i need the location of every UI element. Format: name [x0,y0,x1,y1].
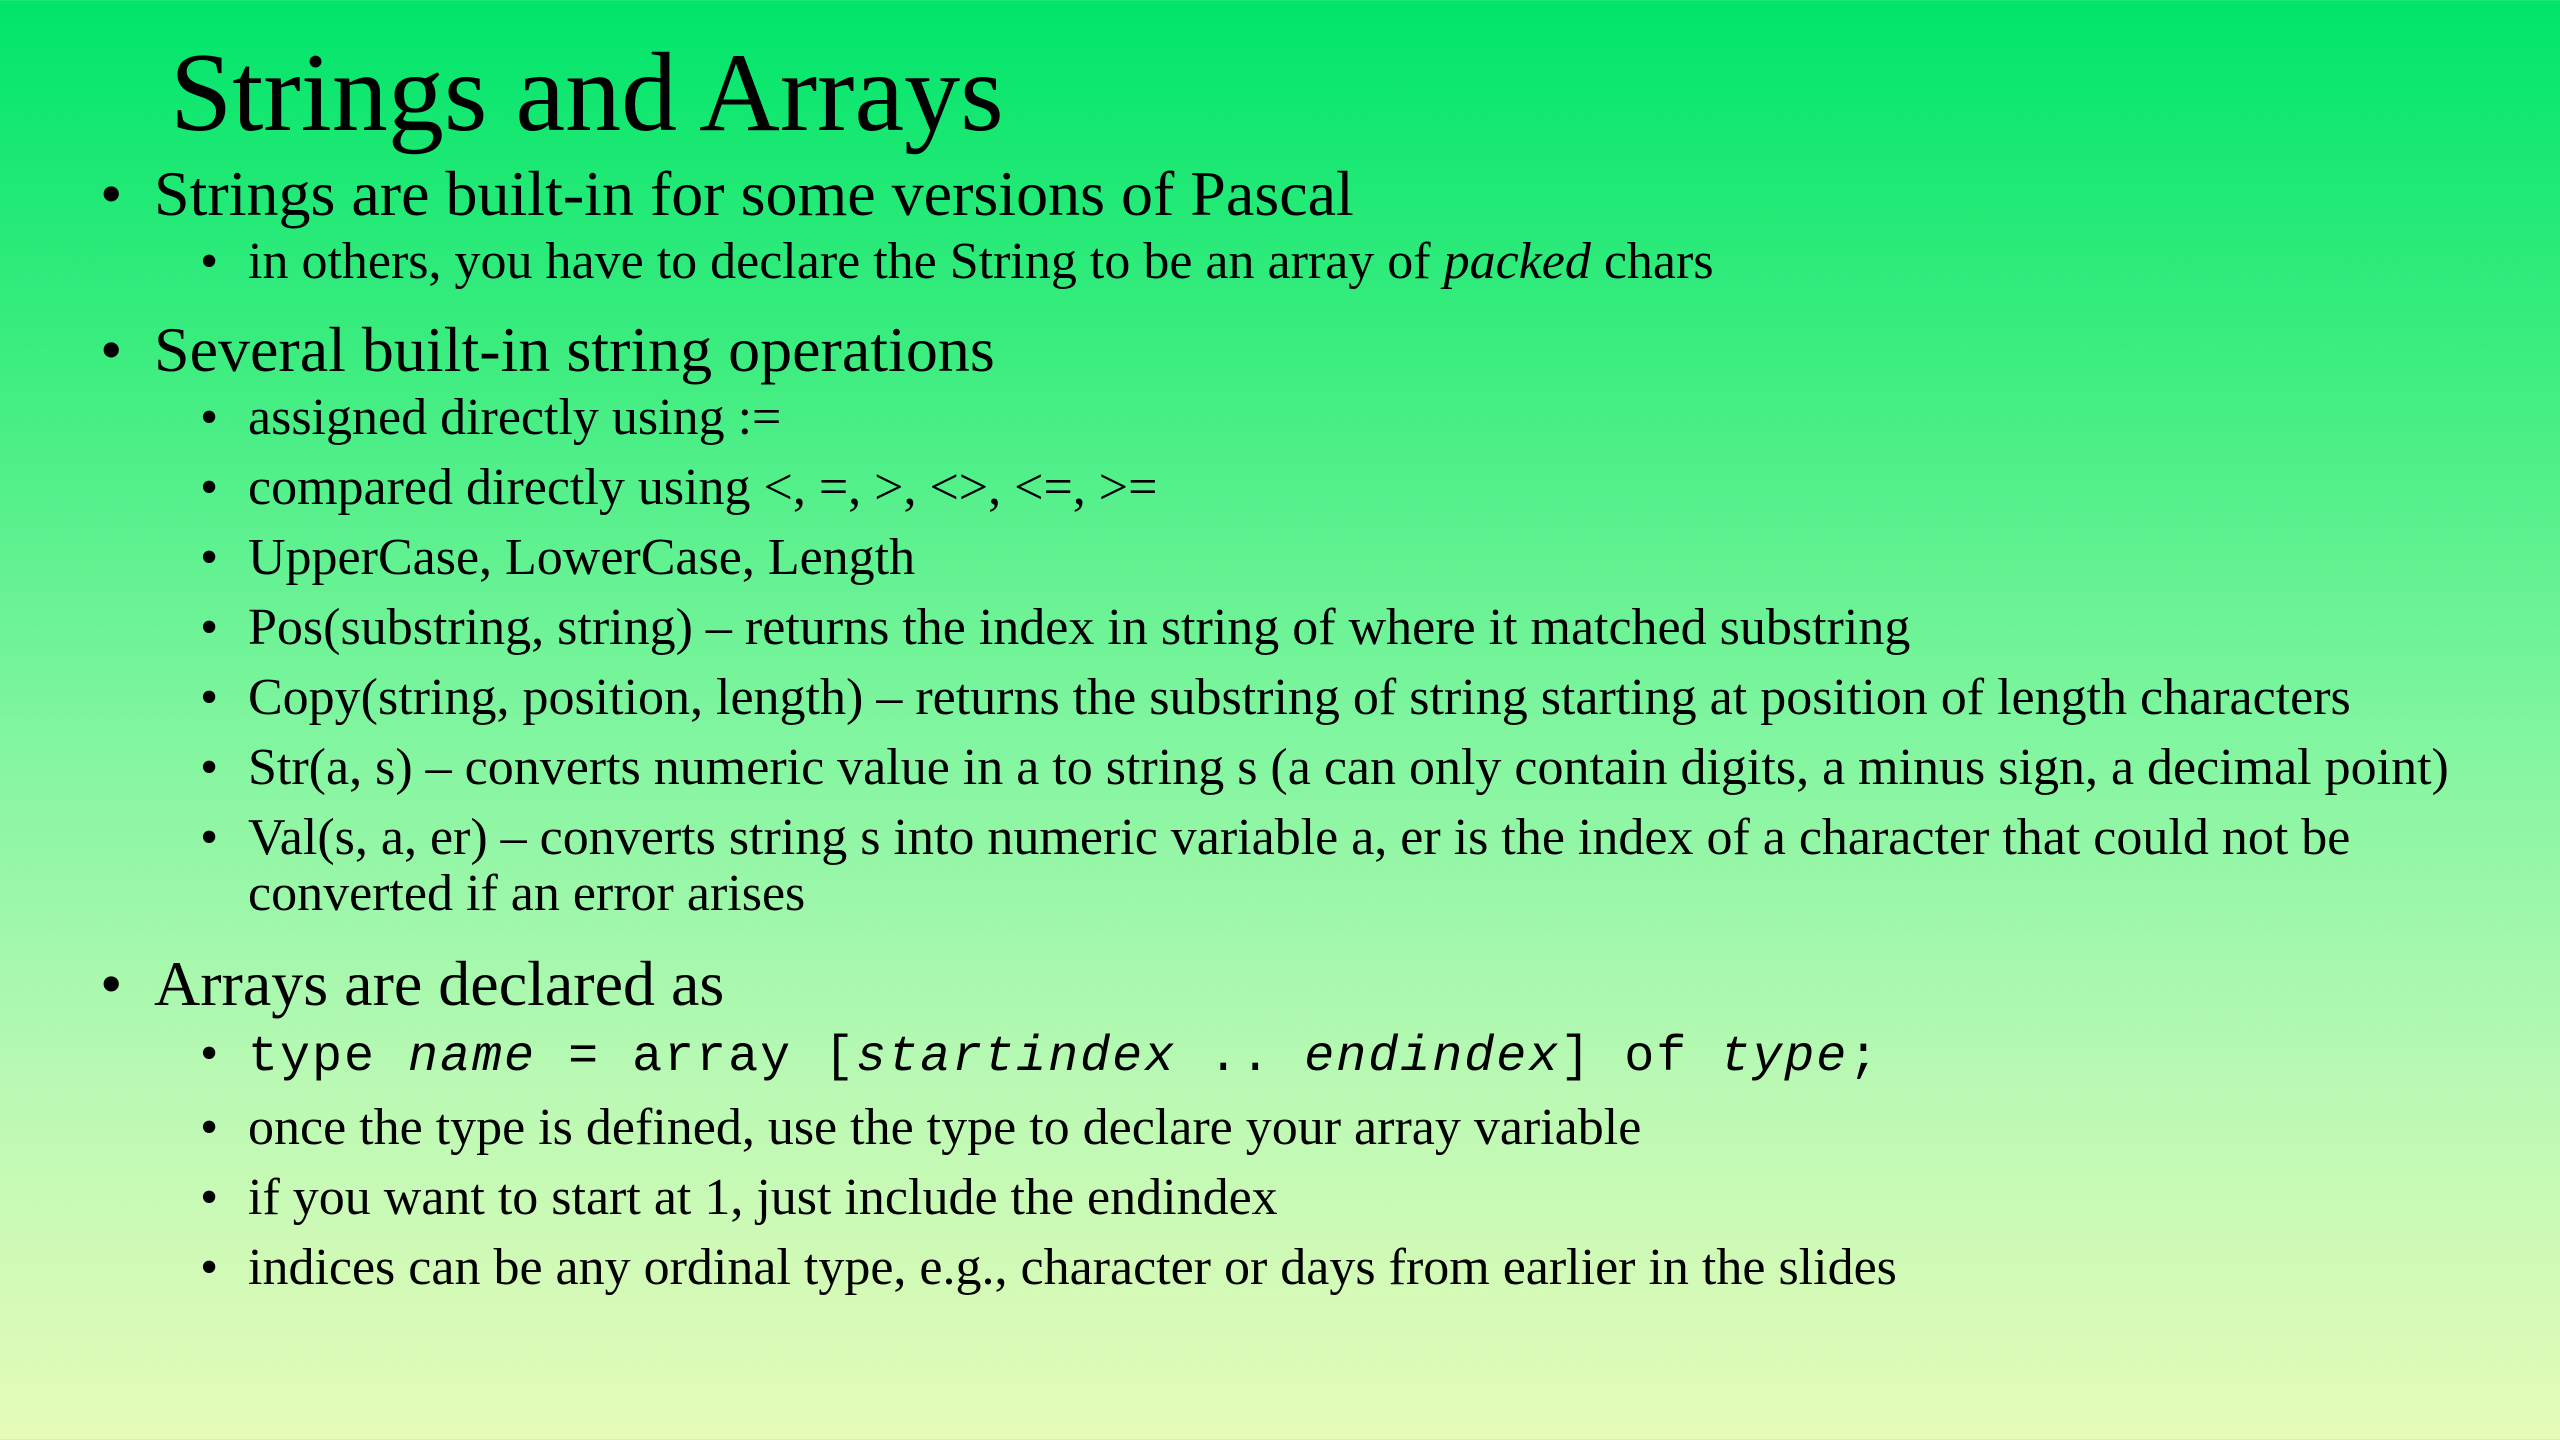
sub-bullet-text: if you want to start at 1, just include the endindex [248,1169,1278,1226]
code-param-type: type [1720,1029,1849,1086]
sub-bullet-text-after: chars [1590,233,1714,290]
sub-bullet-glyph: • [200,809,219,866]
sub-bullet-text: Pos(substring, string) – returns the index in string of where it matched substring [248,599,1911,656]
sub-bullet-pos [200,599,2520,656]
sub-list-strings [100,234,2520,290]
code-keyword-array: = array [ [536,1029,857,1086]
sub-bullet-packed-chars [200,233,2520,290]
code-semicolon: ; [1848,1029,1881,1086]
code-param-startindex: startindex [856,1029,1177,1086]
sub-bullet-glyph: • [200,599,219,656]
bullet-glyph: • [100,948,123,1019]
sub-bullet-glyph: • [200,1239,219,1296]
slide-title: Strings and Arrays [170,31,1004,155]
sub-bullet-compare [200,459,2520,516]
sub-bullet-case-length [200,529,2520,586]
bullet-text: Several built-in string operations [154,314,995,385]
sub-bullet-glyph: • [200,669,219,726]
sub-bullet-str [200,739,2508,796]
sub-bullet-text: UpperCase, LowerCase, Length [248,529,916,586]
sub-bullet-text: Copy(string, position, length) – returns the substring of string starting at position of length characters [248,669,2351,726]
slide-content [100,156,2520,1296]
code-param-endindex: endindex [1304,1029,1561,1086]
bullet-arrays-declared [100,946,2520,1022]
sub-bullet-val [200,809,2560,922]
sub-bullet-glyph: • [200,233,219,290]
sub-bullet-start-at-one [200,1169,2520,1226]
sub-bullet-glyph: • [200,389,219,446]
sub-bullet-glyph: • [200,459,219,516]
bullet-string-operations [100,312,2520,388]
bullet-strings-built-in [100,156,2520,232]
sub-bullet-ordinal-indices [200,1239,2520,1296]
sub-bullet-copy [200,669,2488,726]
sub-list-arrays [100,1026,2520,1296]
bullet-glyph: • [100,158,123,229]
bullet-glyph: • [100,314,123,385]
bullet-text: Arrays are declared as [154,948,725,1019]
sub-list-operations [100,390,2520,922]
sub-bullet-type-defined [200,1099,2520,1156]
sub-bullet-text: once the type is defined, use the type to declare your array variable [248,1099,1642,1156]
sub-bullet-glyph: • [200,1169,219,1226]
sub-bullet-text: compared directly using <, =, >, <>, <=, >= [248,459,1158,516]
code-range-dots: .. [1176,1029,1305,1086]
sub-bullet-text: Str(a, s) – converts numeric value in a to string s (a can only contain digits, a minus sign, a decimal point) [248,739,2449,796]
bullet-text: Strings are built-in for some versions of Pascal [154,158,1354,229]
sub-bullet-text: Val(s, a, er) – converts string s into numeric variable a, er is the index of a character that could not be converted if an error arises [248,809,2351,922]
code-keyword-type: type [248,1029,409,1086]
sub-bullet-emphasis: packed [1443,233,1591,290]
sub-bullet-glyph: • [200,1099,219,1156]
sub-bullet-glyph: • [200,529,219,586]
sub-bullet-array-syntax [200,1025,2520,1086]
array-syntax-code [248,1029,1880,1086]
sub-bullet-text-before: in others, you have to declare the String to be an array of [248,233,1444,290]
sub-bullet-text: indices can be any ordinal type, e.g., character or days from earlier in the slides [248,1239,1897,1296]
code-param-name: name [408,1029,537,1086]
sub-bullet-text: assigned directly using := [248,389,782,446]
code-keyword-of: ] of [1560,1029,1721,1086]
sub-bullet-glyph: • [200,1025,219,1082]
sub-bullet-glyph: • [200,739,219,796]
sub-bullet-assign [200,389,2520,446]
